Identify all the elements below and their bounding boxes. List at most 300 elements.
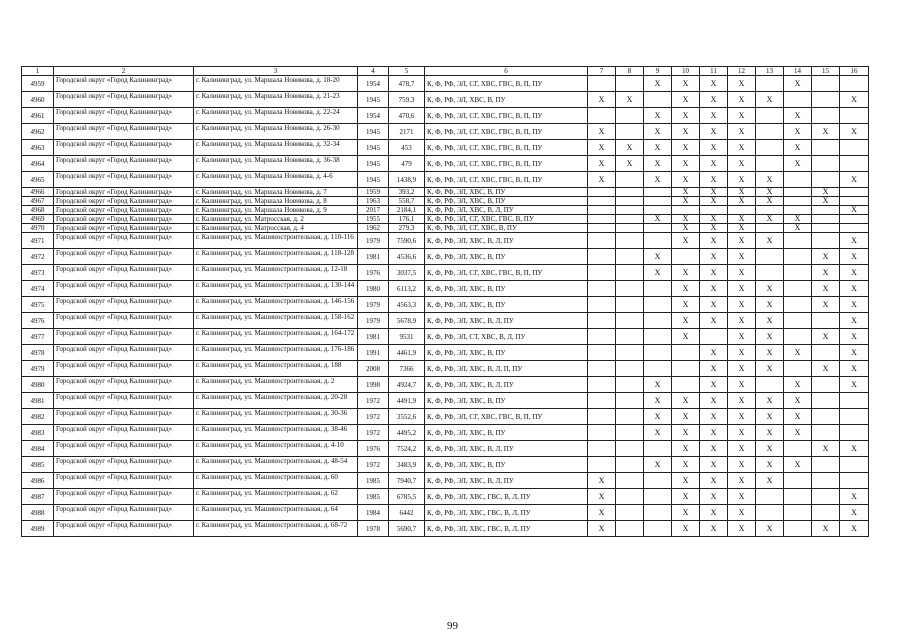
table-row [22, 281, 869, 297]
municipality-cell: Городской округ «Город Калининград» [54, 441, 194, 457]
mark-cell [784, 505, 812, 521]
mark-cell [784, 281, 812, 297]
mark-cell: X [616, 156, 644, 172]
column-number-header: 5 [389, 67, 425, 76]
year-cell: 1979 [358, 313, 389, 329]
mark-cell: X [840, 265, 869, 281]
year-cell: 1976 [358, 265, 389, 281]
column-number-header: 10 [672, 67, 700, 76]
mark-cell [588, 188, 616, 197]
mark-cell: X [840, 441, 869, 457]
municipality-cell: Городской округ «Город Калининград» [54, 345, 194, 361]
column-number-header: 1 [22, 67, 54, 76]
address-cell: г. Калининград, ул. Машиностроительная, д. 164-172 [194, 329, 358, 345]
municipality-cell: Городской округ «Город Калининград» [54, 156, 194, 172]
address-cell: г. Калининград, ул. Маршала Новикова, д. 32-34 [194, 140, 358, 156]
mark-cell [812, 345, 840, 361]
mark-cell: X [728, 233, 756, 249]
mark-cell [616, 197, 644, 206]
mark-cell [840, 393, 869, 409]
mark-cell [588, 108, 616, 124]
mark-cell [840, 473, 869, 489]
works-list-cell: К, Ф, РФ, ЭЛ, ХВС, В, Л, ПУ [425, 313, 588, 329]
mark-cell [644, 329, 672, 345]
mark-cell [644, 297, 672, 313]
table-row [22, 140, 869, 156]
address-cell: г. Калининград, ул. Машиностроительная, д. 188 [194, 361, 358, 377]
table-row [22, 124, 869, 140]
column-number-header: 11 [700, 67, 728, 76]
mark-cell: X [644, 156, 672, 172]
mark-cell [588, 197, 616, 206]
mark-cell: X [756, 425, 784, 441]
mark-cell: X [700, 473, 728, 489]
mark-cell [616, 441, 644, 457]
municipality-cell: Городской округ «Город Калининград» [54, 489, 194, 505]
mark-cell [616, 393, 644, 409]
table-row [22, 505, 869, 521]
works-list-cell: К, Ф, РФ, ЭЛ, ХВС, В, ПУ [425, 297, 588, 313]
address-cell: г. Калининград, ул. Маршала Новикова, д. 4-6 [194, 172, 358, 188]
works-list-cell: К, Ф, РФ, ЭЛ, ХВС, В, ПУ [425, 281, 588, 297]
municipality-cell: Городской округ «Город Калининград» [54, 473, 194, 489]
mark-cell: X [812, 281, 840, 297]
mark-cell: X [812, 197, 840, 206]
mark-cell: X [672, 329, 700, 345]
works-list-cell: К, Ф, РФ, ЭЛ, СТ, ХВС, В, Л, ПУ [425, 329, 588, 345]
works-list-cell: К, Ф, РФ, ЭЛ, СГ, ХВС, ГВС, В, ПУ [425, 215, 588, 224]
mark-cell [840, 188, 869, 197]
mark-cell [812, 224, 840, 233]
mark-cell: X [700, 521, 728, 537]
mark-cell [616, 425, 644, 441]
mark-cell: X [728, 409, 756, 425]
area-cell: 1438,9 [389, 172, 425, 188]
column-number-header: 15 [812, 67, 840, 76]
row-number: 4971 [22, 233, 54, 249]
mark-cell: X [728, 329, 756, 345]
mark-cell: X [756, 457, 784, 473]
area-cell: 393,2 [389, 188, 425, 197]
table-row [22, 521, 869, 537]
area-cell: 176,1 [389, 215, 425, 224]
mark-cell: X [784, 108, 812, 124]
mark-cell [784, 313, 812, 329]
address-cell: г. Калининград, ул. Маршала Новикова, д. 26-30 [194, 124, 358, 140]
table-row [22, 265, 869, 281]
mark-cell: X [756, 393, 784, 409]
mark-cell [812, 393, 840, 409]
mark-cell [616, 108, 644, 124]
mark-cell: X [644, 409, 672, 425]
mark-cell [616, 233, 644, 249]
mark-cell [616, 281, 644, 297]
mark-cell: X [672, 521, 700, 537]
mark-cell: X [756, 361, 784, 377]
row-number: 4960 [22, 92, 54, 108]
area-cell: 7590,6 [389, 233, 425, 249]
mark-cell: X [728, 457, 756, 473]
mark-cell: X [812, 265, 840, 281]
column-number-header: 14 [784, 67, 812, 76]
row-number: 4967 [22, 197, 54, 206]
year-cell: 1963 [358, 197, 389, 206]
mark-cell [784, 172, 812, 188]
mark-cell: X [700, 441, 728, 457]
works-list-cell: К, Ф, РФ, ЭЛ, ХВС, В, ПУ [425, 425, 588, 441]
year-cell: 1972 [358, 425, 389, 441]
mark-cell: X [784, 377, 812, 393]
address-cell: г. Калининград, ул. Машиностроительная, д. 68-72 [194, 521, 358, 537]
area-cell: 558,7 [389, 197, 425, 206]
mark-cell [672, 361, 700, 377]
year-cell: 1962 [358, 224, 389, 233]
column-number-header: 3 [194, 67, 358, 76]
mark-cell: X [700, 92, 728, 108]
year-cell: 1979 [358, 233, 389, 249]
address-cell: г. Калининград, ул. Маршала Новикова, д. 7 [194, 188, 358, 197]
mark-cell: X [756, 345, 784, 361]
table-row [22, 425, 869, 441]
works-list-cell: К, Ф, РФ, ЭЛ, СГ, ХВС, В, ПУ [425, 224, 588, 233]
mark-cell: X [812, 361, 840, 377]
mark-cell: X [644, 393, 672, 409]
mark-cell [588, 313, 616, 329]
row-number: 4976 [22, 313, 54, 329]
area-cell: 3483,9 [389, 457, 425, 473]
mark-cell: X [728, 393, 756, 409]
mark-cell [644, 281, 672, 297]
row-number: 4986 [22, 473, 54, 489]
municipality-cell: Городской округ «Город Калининград» [54, 377, 194, 393]
mark-cell [644, 489, 672, 505]
municipality-cell: Городской округ «Город Калининград» [54, 76, 194, 92]
municipality-cell: Городской округ «Город Калининград» [54, 124, 194, 140]
mark-cell: X [840, 297, 869, 313]
works-list-cell: К, Ф, РФ, ЭЛ, ХВС, В, Л, ПУ [425, 377, 588, 393]
area-cell: 9531 [389, 329, 425, 345]
mark-cell: X [644, 425, 672, 441]
mark-cell: X [728, 377, 756, 393]
mark-cell: X [700, 489, 728, 505]
row-number: 4963 [22, 140, 54, 156]
mark-cell: X [728, 124, 756, 140]
mark-cell: X [728, 76, 756, 92]
year-cell: 1980 [358, 281, 389, 297]
mark-cell: X [588, 172, 616, 188]
row-number: 4988 [22, 505, 54, 521]
table-row [22, 473, 869, 489]
mark-cell [840, 457, 869, 473]
works-list-cell: К, Ф, РФ, ЭЛ, ХВС, В, ПУ [425, 188, 588, 197]
mark-cell [672, 377, 700, 393]
mark-cell: X [812, 297, 840, 313]
mark-cell [812, 76, 840, 92]
mark-cell: X [728, 521, 756, 537]
mark-cell: X [644, 265, 672, 281]
mark-cell: X [700, 377, 728, 393]
column-number-header: 6 [425, 67, 588, 76]
table-row [22, 457, 869, 473]
mark-cell [588, 329, 616, 345]
mark-cell: X [700, 249, 728, 265]
mark-cell: X [672, 92, 700, 108]
mark-cell [616, 345, 644, 361]
mark-cell [756, 224, 784, 233]
mark-cell: X [616, 140, 644, 156]
mark-cell: X [672, 457, 700, 473]
area-cell: 7524,2 [389, 441, 425, 457]
mark-cell [644, 233, 672, 249]
municipality-cell: Городской округ «Город Калининград» [54, 249, 194, 265]
mark-cell: X [840, 313, 869, 329]
table-row [22, 156, 869, 172]
mark-cell [616, 377, 644, 393]
mark-cell: X [700, 281, 728, 297]
year-cell: 2008 [358, 361, 389, 377]
area-cell: 3552,6 [389, 409, 425, 425]
mark-cell [784, 265, 812, 281]
mark-cell: X [672, 265, 700, 281]
municipality-cell: Городской округ «Город Калининград» [54, 197, 194, 206]
mark-cell [616, 409, 644, 425]
year-cell: 1972 [358, 457, 389, 473]
mark-cell [840, 108, 869, 124]
mark-cell: X [672, 505, 700, 521]
area-cell: 4461,9 [389, 345, 425, 361]
year-cell: 1959 [358, 188, 389, 197]
area-cell: 479 [389, 156, 425, 172]
mark-cell [784, 441, 812, 457]
row-number: 4961 [22, 108, 54, 124]
row-number: 4983 [22, 425, 54, 441]
mark-cell [840, 156, 869, 172]
year-cell: 1978 [358, 521, 389, 537]
mark-cell: X [672, 197, 700, 206]
mark-cell [756, 265, 784, 281]
works-list-cell: К, Ф, РФ, ЭЛ, ХВС, В, Л, ПУ [425, 473, 588, 489]
row-number: 4979 [22, 361, 54, 377]
mark-cell: X [588, 140, 616, 156]
mark-cell: X [672, 188, 700, 197]
works-list-cell: К, Ф, РФ, ЭЛ, ХВС, В, ПУ [425, 249, 588, 265]
mark-cell: X [728, 489, 756, 505]
mark-cell [644, 197, 672, 206]
mark-cell: X [700, 409, 728, 425]
mark-cell: X [840, 233, 869, 249]
page-number: 99 [447, 620, 458, 632]
mark-cell [616, 188, 644, 197]
mark-cell: X [672, 224, 700, 233]
mark-cell: X [672, 281, 700, 297]
mark-cell: X [784, 425, 812, 441]
mark-cell: X [756, 297, 784, 313]
mark-cell [588, 409, 616, 425]
area-cell: 3037,5 [389, 265, 425, 281]
mark-cell: X [644, 249, 672, 265]
mark-cell [784, 329, 812, 345]
address-cell: г. Калининград, ул. Машиностроительная, д. 48-54 [194, 457, 358, 473]
mark-cell: X [756, 441, 784, 457]
address-cell: г. Калининград, ул. Маршала Новикова, д. 9 [194, 206, 358, 215]
table-row [22, 377, 869, 393]
mark-cell [812, 313, 840, 329]
mark-cell: X [784, 457, 812, 473]
area-cell: 2171 [389, 124, 425, 140]
municipality-cell: Городской округ «Город Калининград» [54, 140, 194, 156]
mark-cell: X [756, 188, 784, 197]
row-number: 4962 [22, 124, 54, 140]
mark-cell: X [812, 441, 840, 457]
table-row [22, 224, 869, 233]
mark-cell [756, 108, 784, 124]
row-number: 4972 [22, 249, 54, 265]
mark-cell [756, 140, 784, 156]
mark-cell [784, 521, 812, 537]
mark-cell: X [728, 441, 756, 457]
municipality-cell: Городской округ «Город Калининград» [54, 233, 194, 249]
municipality-cell: Городской округ «Город Калининград» [54, 172, 194, 188]
table-row [22, 197, 869, 206]
mark-cell: X [700, 140, 728, 156]
mark-cell: X [700, 233, 728, 249]
mark-cell [616, 361, 644, 377]
municipality-cell: Городской округ «Город Калининград» [54, 224, 194, 233]
works-list-cell: К, Ф, РФ, ЭЛ, СГ, ХВС, ГВС, В, П, ПУ [425, 108, 588, 124]
column-number-header: 2 [54, 67, 194, 76]
table-row [22, 489, 869, 505]
mark-cell [756, 489, 784, 505]
mark-cell [588, 425, 616, 441]
area-cell: 7366 [389, 361, 425, 377]
mark-cell: X [812, 188, 840, 197]
mark-cell: X [588, 124, 616, 140]
column-number-header: 8 [616, 67, 644, 76]
works-list-cell: К, Ф, РФ, ЭЛ, ХВС, В, Л, ПУ [425, 441, 588, 457]
address-cell: г. Калининград, ул. Машиностроительная, д. 2 [194, 377, 358, 393]
mark-cell [644, 188, 672, 197]
mark-cell: X [756, 215, 784, 224]
mark-cell: X [700, 297, 728, 313]
mark-cell [644, 473, 672, 489]
mark-cell [588, 297, 616, 313]
address-cell: г. Калининград, ул. Маршала Новикова, д. 8 [194, 197, 358, 206]
mark-cell: X [672, 409, 700, 425]
mark-cell [588, 265, 616, 281]
area-cell: 4563,3 [389, 297, 425, 313]
works-list-cell: К, Ф, РФ, ЭЛ, ХВС, В, ПУ [425, 197, 588, 206]
mark-cell: X [756, 172, 784, 188]
area-cell: 478,7 [389, 76, 425, 92]
mark-cell [616, 224, 644, 233]
mark-cell: X [756, 521, 784, 537]
mark-cell [812, 505, 840, 521]
mark-cell [588, 361, 616, 377]
year-cell: 1985 [358, 473, 389, 489]
mark-cell: X [756, 409, 784, 425]
mark-cell: X [812, 124, 840, 140]
address-cell: г. Калининград, ул. Матросская, д. 2 [194, 215, 358, 224]
mark-cell [784, 188, 812, 197]
mark-cell [700, 329, 728, 345]
mark-cell [840, 215, 869, 224]
row-number: 4982 [22, 409, 54, 425]
area-cell: 6442 [389, 505, 425, 521]
mark-cell [812, 140, 840, 156]
table-row [22, 108, 869, 124]
mark-cell [588, 377, 616, 393]
mark-cell [672, 345, 700, 361]
mark-cell [616, 206, 644, 215]
works-list-cell: К, Ф, РФ, ЭЛ, ХВС, В, ПУ [425, 345, 588, 361]
mark-cell: X [728, 313, 756, 329]
mark-cell [756, 76, 784, 92]
mark-cell: X [672, 233, 700, 249]
works-list-cell: К, Ф, РФ, ЭЛ, ХВС, В, Л, ПУ [425, 233, 588, 249]
year-cell: 1998 [358, 377, 389, 393]
mark-cell: X [672, 393, 700, 409]
mark-cell [756, 377, 784, 393]
mark-cell: X [672, 108, 700, 124]
mark-cell: X [700, 215, 728, 224]
mark-cell: X [588, 92, 616, 108]
mark-cell: X [700, 197, 728, 206]
mark-cell [756, 249, 784, 265]
mark-cell [784, 361, 812, 377]
mark-cell [840, 197, 869, 206]
works-list-cell: К, Ф, РФ, ЭЛ, ХВС, В, Л, П, ПУ [425, 361, 588, 377]
works-list-cell: К, Ф, РФ, ЭЛ, ХВС, В, ПУ [425, 393, 588, 409]
mark-cell: X [672, 313, 700, 329]
address-cell: г. Калининград, ул. Машиностроительная, д. 130-144 [194, 281, 358, 297]
works-list-cell: К, Ф, РФ, ЭЛ, ХВС, ГВС, В, Л, ПУ [425, 521, 588, 537]
table-row [22, 441, 869, 457]
area-cell: 6113,2 [389, 281, 425, 297]
mark-cell: X [728, 425, 756, 441]
mark-cell [756, 505, 784, 521]
works-list-cell: К, Ф, РФ, ЭЛ, СГ, ХВС, ГВС, В, П, ПУ [425, 172, 588, 188]
mark-cell [840, 425, 869, 441]
table-row [22, 409, 869, 425]
mark-cell [644, 505, 672, 521]
mark-cell: X [700, 172, 728, 188]
works-list-cell: К, Ф, РФ, ЭЛ, СГ, ХВС, ГВС, В, П, ПУ [425, 265, 588, 281]
mark-cell [644, 206, 672, 215]
mark-cell: X [588, 505, 616, 521]
table-row [22, 393, 869, 409]
row-number: 4969 [22, 215, 54, 224]
mark-cell: X [784, 156, 812, 172]
mark-cell: X [700, 345, 728, 361]
mark-cell: X [756, 281, 784, 297]
area-cell: 7940,7 [389, 473, 425, 489]
mark-cell [784, 197, 812, 206]
row-number: 4989 [22, 521, 54, 537]
column-number-header: 4 [358, 67, 389, 76]
address-cell: г. Калининград, ул. Машиностроительная, д. 12-18 [194, 265, 358, 281]
row-number: 4987 [22, 489, 54, 505]
mark-cell: X [588, 156, 616, 172]
mark-cell [812, 172, 840, 188]
mark-cell [840, 76, 869, 92]
row-number: 4980 [22, 377, 54, 393]
document-table-container [21, 66, 869, 537]
mark-cell [588, 215, 616, 224]
year-cell: 1985 [358, 489, 389, 505]
works-list-cell: К, Ф, РФ, ЭЛ, СГ, ХВС, ГВС, В, П, ПУ [425, 156, 588, 172]
mark-cell [812, 233, 840, 249]
mark-cell [812, 156, 840, 172]
